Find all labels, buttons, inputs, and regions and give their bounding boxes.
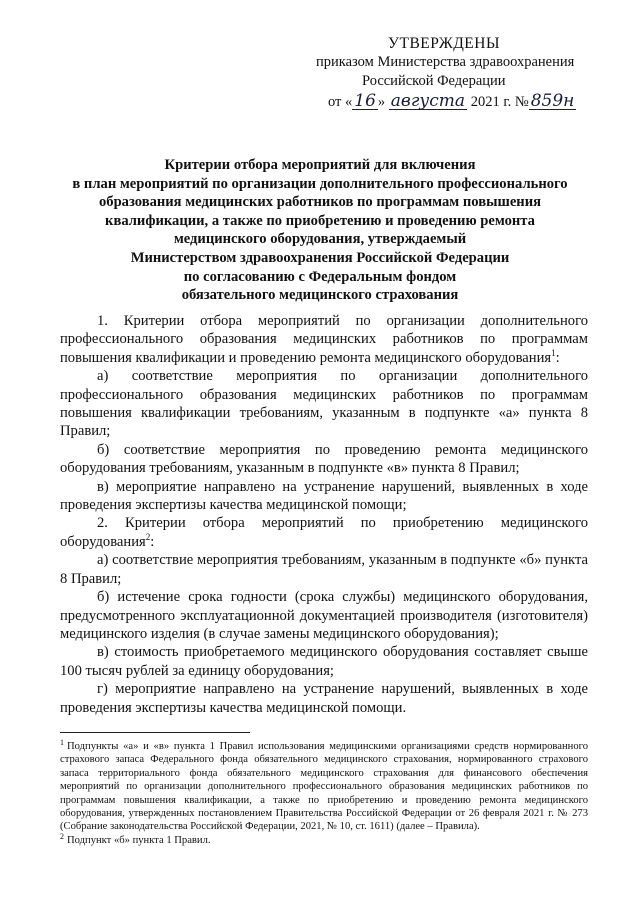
order-date-line [316,93,606,112]
date-prefix: от « [328,94,353,110]
date-mid: » [377,94,386,110]
footnote-text: Подпункт «б» пункта 1 Правил. [67,834,211,846]
approved-heading: УТВЕРЖДЕНЫ [388,35,500,52]
title-line: образования медицинских работников по программам повышения [98,194,542,211]
paragraph-2 [60,514,588,551]
title-line: Министерством здравоохранения Российской Федерации [130,249,510,266]
paragraph-2b: б) истечение срока годности (срока службы) медицинского оборудования, предусмотренного эксплуатационной документацией производителя (изготовителя) медицинского изделия (в случае замены медицинского оборудования); [60,589,588,642]
document-body [60,312,588,717]
paragraph-2a: а) соответствие мероприятия требованиям, указанным в подпункте «б» пункта 8 Правил; [60,552,588,587]
handwritten-day: 16 [354,91,376,111]
paragraph-1-text: 1. Критерии отбора мероприятий по организации дополнительного профессионального образования медицинских работников по программам повышения квалификации и проведению ремонта медицинского оборудования [60,313,588,366]
footnote-1 [60,740,588,834]
title-line: квалификации, а также по приобретению и проведению ремонта [105,212,535,229]
approval-block [316,34,606,112]
paragraph-2-text: 2. Критерии отбора мероприятий по приобретению медицинского оборудования [60,515,588,550]
title-line: по согласованию с Федеральным фондом [183,268,457,285]
date-year: 2021 г. № [470,94,529,110]
paragraph-1 [60,312,588,367]
paragraph-1a: а) соответствие мероприятия по организации дополнительного профессионального образования медицинских работников по программам повышения квалификации требованиям, указанным в подпункте «а» пункта 8 Правил; [60,368,588,440]
paragraph-2c: в) стоимость приобретаемого медицинского оборудования составляет свыше 100 тысяч рублей за единицу оборудования; [60,644,588,679]
order-line-1: приказом Министерства здравоохранения [316,54,575,70]
paragraph-1b: б) соответствие мероприятия по проведению ремонта медицинского оборудования требованиям, указанным в подпункте «в» пункта 8 Правил; [60,441,588,477]
title-line: в план мероприятий по организации дополнительного профессионального [72,175,568,192]
footnote-ref-1: 1 [551,347,556,358]
paragraph-1c: в) мероприятие направлено на устранение нарушений, выявленных в ходе проведения экспертизы качества медицинской помощи; [60,478,588,514]
footnote-ref-2: 2 [145,531,151,542]
footnote-2 [60,831,588,847]
title-line: обязательного медицинского страхования [181,287,459,304]
footnote-divider [60,732,250,733]
footnote-text: Подпункты «а» и «в» пункта 1 Правил использования медицинскими организациями средств нормированного страхового запаса Федерального фонда обязательного медицинского страхования, нормированного страхового запаса территориального фонда обязательного медицинского страхования для финансового обеспечения мероприятий по организации дополнительного профессионального образования медицинских работников по программам повышения квалификации, а также по приобретению и проведению ремонта медицинского оборудования, утвержденных постановлением Правительства Российской Федерации от 26 февраля 2021 г. № 273 (Собрание законодательства Российской Федерации, 2021, № 10, ст. 1611) (далее – Правила). [60,741,588,833]
order-line-2: Российской Федерации [362,73,506,89]
footnote-mark: 2 [60,831,64,841]
footnote-mark: 1 [60,738,64,747]
title-line: Критерии отбора мероприятий для включения [164,157,476,173]
handwritten-number: 859н [530,91,575,111]
paragraph-2d: г) мероприятие направлено на устранение нарушений, выявленных в ходе проведения экспертизы качества медицинской помощи. [60,681,588,716]
footnotes [60,740,588,847]
paragraph-2-end: : [150,533,155,550]
title-line: медицинского оборудования, утверждаемый [173,231,467,248]
handwritten-month: августа [390,91,466,111]
paragraph-1-end: : [555,349,560,366]
document-title [60,156,580,305]
